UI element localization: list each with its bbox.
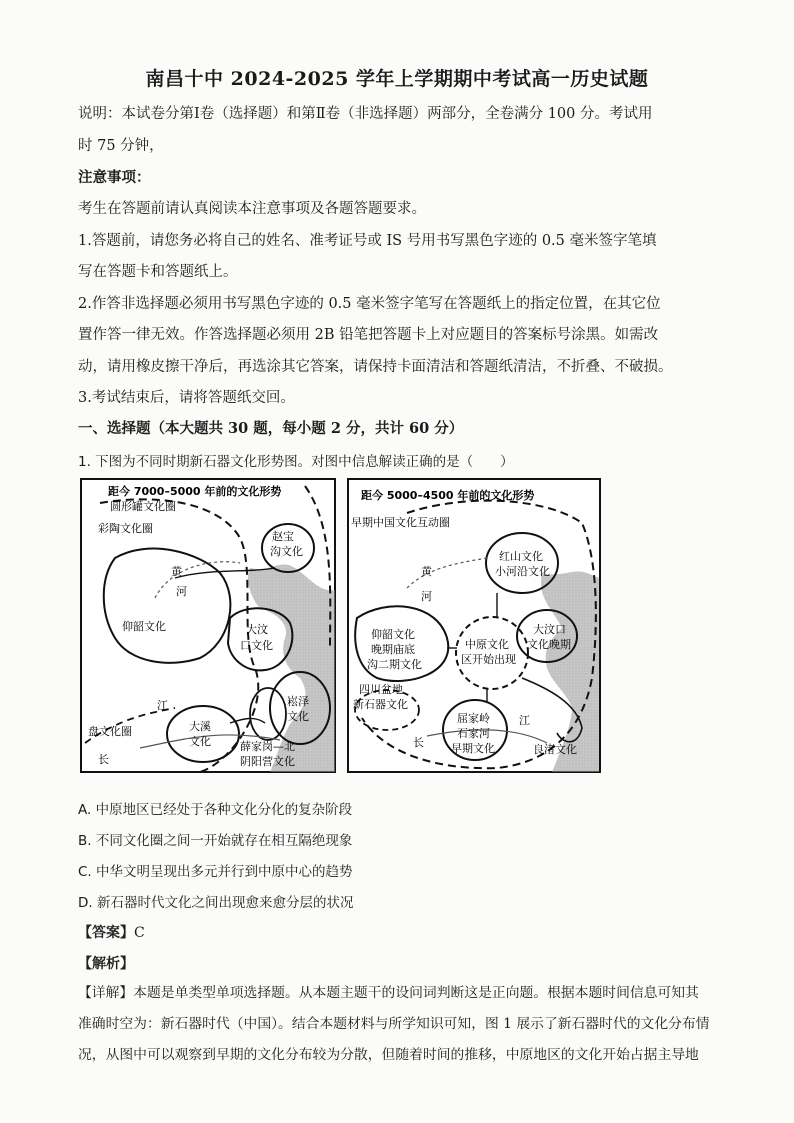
- maps-figure: [80, 478, 720, 776]
- notes-item-2c: 动，请用橡皮擦干净后，再选涂其它答案，请保持卡面清洁和答题纸清洁，不折叠、不破损。: [78, 359, 673, 375]
- map-1-legend-1: 圆形罐文化圈: [110, 500, 176, 513]
- map-2-chang: 长: [413, 736, 424, 749]
- notes-item-1a: 1.答题前，请您务必将自己的姓名、准考证号或 IS 号用书写黑色字迹的 0.5 毫米签字笔填: [78, 233, 657, 249]
- detail-line-2: 准确时空为：新石器时代（中国）。结合本题材料与所学知识可知，图 1 展示了新石器时代的文化分布情: [78, 1016, 710, 1032]
- answer-line: [78, 922, 145, 942]
- map-2-legend-1: 早期中国文化互动圈: [351, 516, 450, 529]
- option-c: C. 中华文明呈现出多元并行到中原中心的趋势: [78, 864, 353, 880]
- map-1-chang: 长: [98, 753, 109, 766]
- map-2-yangshao-1: 仰韶文化: [371, 628, 415, 641]
- map-2-zhongyuan-2: 区开始出现: [461, 653, 516, 666]
- map-2-zhongyuan-1: 中原文化: [465, 638, 509, 651]
- map-1-dawenkou-2: 口文化: [240, 639, 273, 652]
- question-1-stem: 1. 下图为不同时期新石器文化形势图。对图中信息解读正确的是（ ）: [78, 454, 514, 470]
- analysis-tag: 【解析】: [78, 956, 134, 972]
- map-1-legend-3: 盘文化圈: [88, 725, 132, 738]
- map-2-qujialing-1: 屈家岭: [457, 712, 490, 725]
- map-1-legend-2: 彩陶文化圈: [98, 522, 153, 535]
- map-1-daxi-2: 文化: [189, 735, 211, 748]
- map-1-dawenkou-1: 大汶: [246, 623, 268, 636]
- map-2-dawenkou-2: 文化晚期: [527, 638, 571, 651]
- intro-line-2: 时 75 分钟，: [78, 138, 164, 154]
- map-2-hongshan-2: 小河沿文化: [495, 565, 550, 578]
- map-1-songze-2: 文化: [287, 710, 309, 723]
- map-1-huang: 黄: [171, 565, 182, 578]
- option-b: B. 不同文化圈之间一开始就存在相互隔绝现象: [78, 833, 353, 849]
- intro-line-1: 说明：本试卷分第Ⅰ卷（选择题）和第Ⅱ卷（非选择题）两部分，全卷满分 100 分。考试用: [78, 106, 653, 122]
- answer-tag: 【答案】: [78, 925, 134, 941]
- map-2-he: 河: [421, 590, 432, 603]
- map-2-sichuan-2: 新石器文化: [353, 698, 408, 711]
- map-1-xuejiagang-1: 薛家岗—北: [240, 740, 295, 753]
- notes-item-1b: 写在答题卡和答题纸上。: [78, 264, 238, 280]
- map-2-huang: 黄: [421, 565, 432, 578]
- map-1-songze-1: 崧泽: [287, 695, 309, 708]
- map-1-zhaobao-2: 沟文化: [270, 545, 303, 558]
- culture-maps: [80, 478, 720, 780]
- map-2-title: 距今 5000–4500 年前的文化形势: [361, 489, 535, 502]
- answer-value: C: [134, 925, 145, 941]
- detail-line-1: 【详解】本题是单类型单项选择题。从本题主题干的设问词判断这是正向题。根据本题时间信息可知其: [78, 985, 699, 1001]
- map-1-jiang: 江: [157, 699, 168, 712]
- notes-item-2a: 2.作答非选择题必须用书写黑色字迹的 0.5 毫米签字笔写在答题纸上的指定位置，在其它位: [78, 296, 661, 312]
- map-2-liangzhu: 良渚文化: [533, 743, 577, 756]
- map-2-qujialing-3: 早期文化: [451, 742, 495, 755]
- map-1-title: 距今 7000–5000 年前的文化形势: [108, 485, 282, 498]
- map-1-yangshao: 仰韶文化: [122, 620, 166, 633]
- notes-line-0: 考生在答题前请认真阅读本注意事项及各题答题要求。: [78, 201, 426, 217]
- map-1-daxi-1: 大溪: [189, 720, 211, 733]
- notes-heading: 注意事项：: [78, 169, 151, 186]
- map-2-qujialing-2: 石家河: [457, 727, 490, 740]
- detail-line-3: 况，从图中可以观察到早期的文化分布较为分散，但随着时间的推移，中原地区的文化开始占据主导地: [78, 1047, 699, 1063]
- map-2-sichuan-1: 四川盆地: [359, 683, 403, 696]
- page-title: 南昌十中 2024-2025 学年上学期期中考试高一历史试题: [145, 68, 649, 90]
- map-2-dawenkou-1: 大汶口: [533, 623, 566, 636]
- notes-item-3: 3.考试结束后，请将答题纸交回。: [78, 390, 295, 406]
- map-1-xuejiagang-2: 阴阳营文化: [240, 755, 295, 768]
- map-1-he: 河: [176, 585, 187, 598]
- map-2-yangshao-3: 沟二期文化: [367, 658, 422, 671]
- analysis-line: [78, 953, 134, 973]
- section-heading: 一、选择题（本大题共 30 题，每小题 2 分，共计 60 分）: [78, 420, 464, 437]
- map-2: [348, 479, 600, 772]
- map-2-jiang: 江: [519, 714, 530, 727]
- notes-item-2b: 置作答一律无效。作答选择题必须用 2B 铅笔把答题卡上对应题目的答案标号涂黑。如需改: [78, 327, 659, 343]
- option-a: A. 中原地区已经处于各种文化分化的复杂阶段: [78, 802, 353, 818]
- map-2-hongshan-1: 红山文化: [499, 550, 543, 563]
- map-1: [81, 479, 335, 772]
- map-1-zhaobao-1: 赵宝: [272, 530, 294, 543]
- map-2-yangshao-2: 晚期庙底: [371, 643, 415, 656]
- option-d: D. 新石器时代文化之间出现愈来愈分层的状况: [78, 895, 354, 911]
